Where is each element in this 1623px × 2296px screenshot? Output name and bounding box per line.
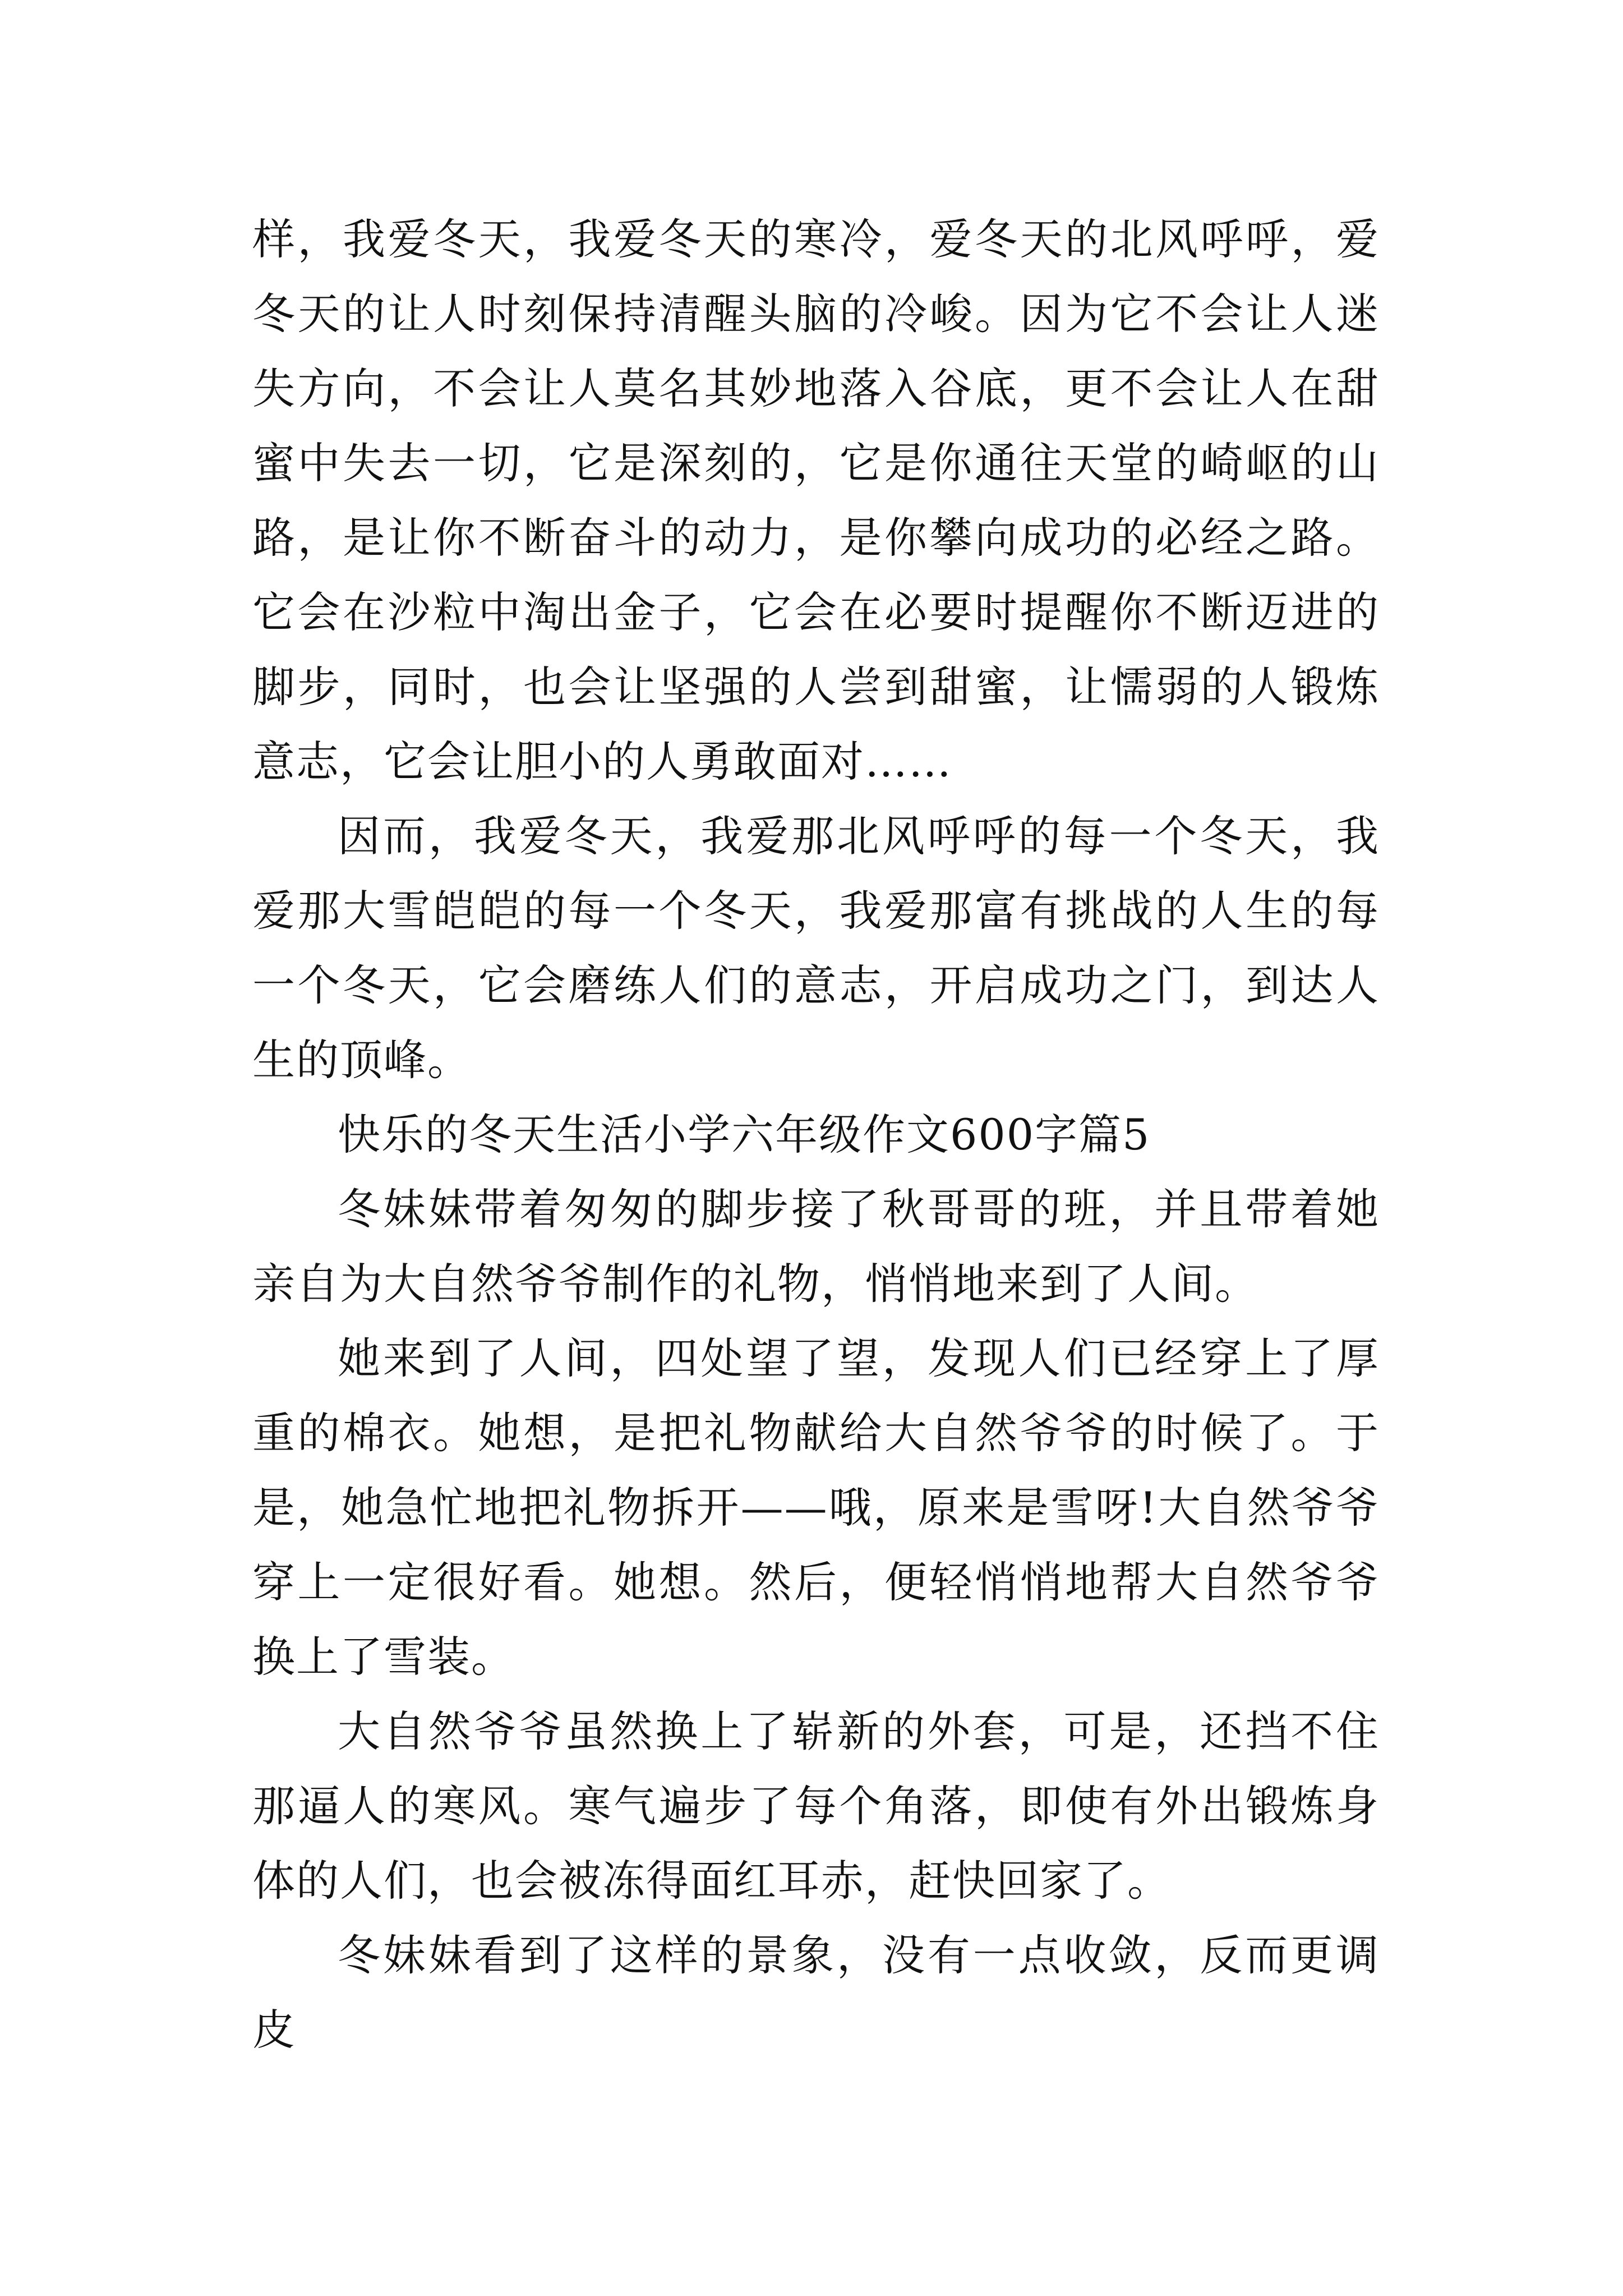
paragraph: 冬妹妹带着匆匆的脚步接了秋哥哥的班，并且带着她亲自为大自然爷爷制作的礼物，悄悄地来到了人间。 [252, 1184, 1380, 1309]
paragraph-continuation: 样，我爱冬天，我爱冬天的寒冷，爱冬天的北风呼呼，爱冬天的让人时刻保持清醒头脑的冷峻。因为它不会让人迷失方向，不会让人莫名其妙地落入谷底，更不会让人在甜蜜中失去一切，它是深刻的，它是你通往天堂的崎岖的山路，是让你不断奋斗的动力，是你攀向成功的必经之路。它会在沙粒中淘出金子，它会在必要时提醒你不断迈进的脚步，同时，也会让坚强的人尝到甜蜜，让懦弱的人锻炼意志，它会让胆小的人勇敢面对…… [252, 214, 1380, 786]
section-heading: 快乐的冬天生活小学六年级作文600字篇5 [338, 1110, 1151, 1159]
paragraph: 冬妹妹看到了这样的景象，没有一点收敛，反而更调皮 [252, 1930, 1380, 2055]
paragraph: 大自然爷爷虽然换上了崭新的外套，可是，还挡不住那逼人的寒风。寒气遍步了每个角落，即使有外出锻炼身体的人们，也会被冻得面红耳赤，赶快回家了。 [252, 1706, 1380, 1906]
document-body [252, 202, 1380, 2067]
paragraph: 她来到了人间，四处望了望，发现人们已经穿上了厚重的棉衣。她想，是把礼物献给大自然爷爷的时候了。于是，她急忙地把礼物拆开——哦，原来是雪呀!大自然爷爷穿上一定很好看。她想。然后，便轻悄悄地帮大自然爷爷换上了雪装。 [252, 1333, 1380, 1682]
paragraph: 因而，我爱冬天，我爱那北风呼呼的每一个冬天，我爱那大雪皑皑的每一个冬天，我爱那富有挑战的人生的每一个冬天，它会磨练人们的意志，开启成功之门，到达人生的顶峰。 [252, 811, 1380, 1085]
